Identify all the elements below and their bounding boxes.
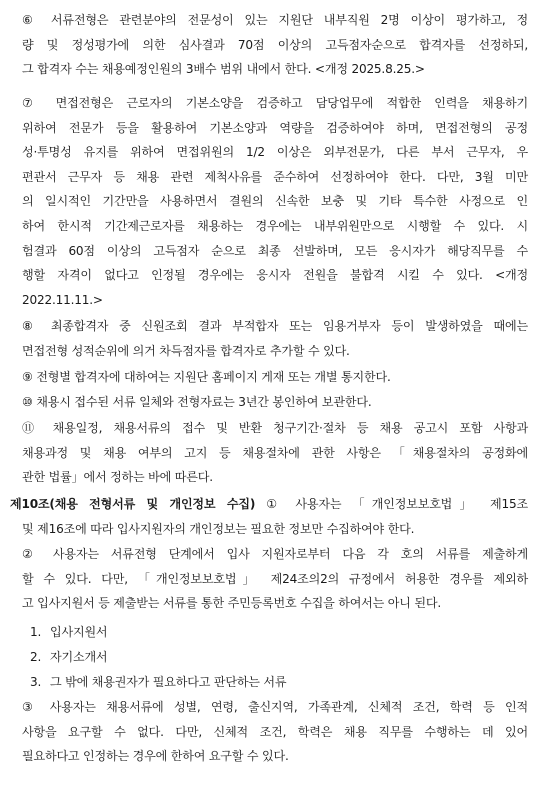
text-line: 할 수 있다. 다만, 「개인정보보호법」 제24조의2의 규정에서 허용한 경우를 제외하: [22, 571, 528, 586]
paragraph-11: [22, 416, 528, 490]
text-line: 사항을 요구할 수 없다. 다만, 신체적 조건, 학력은 채용 직무를 수행하는 데 있어: [22, 724, 528, 739]
paragraph-8: [22, 314, 528, 363]
paragraph-9: [22, 365, 528, 390]
text-line: 하여 한시적 기간제근로자를 채용하는 경우에는 내부위원만으로 시행할 수 있다. 시: [22, 218, 528, 233]
text-line: 험결과 60점 이상의 고득점자 순으로 최종 선발하며, 모든 응시자가 해당직무를 수: [22, 243, 528, 258]
text-line: ⑦ 면접전형은 근로자의 기본소양을 검증하고 담당업무에 적합한 인력을 채용하기: [22, 96, 528, 110]
text-line: 및 제16조에 따라 입사지원자의 개인정보는 필요한 정보만 수집하여야 한다.: [22, 522, 415, 536]
text-line: ③ 사용자는 채용서류에 성별, 연령, 출신지역, 가족관계, 신체적 조건, 학력 등 인적: [22, 700, 528, 714]
paragraph-6: [22, 8, 528, 82]
article-10: [10, 492, 528, 517]
text-line: 채용과정 및 채용 여부의 고지 등 채용절차에 관한 사항은 「채용절차의 공정화에: [22, 445, 528, 460]
text-line: 위하여 전문가 등을 활용하여 기본소양과 역량을 검증하여야 하며, 면접전형의 공정: [22, 120, 528, 135]
text-line: 관한 법률」에서 정하는 바에 따른다.: [22, 470, 213, 485]
text-line: 그 합격자 수는 채용예정인원의 3배수 범위 내에서 한다. <개정 2025.8.25.>: [22, 62, 425, 77]
list-item-number: 3.: [30, 675, 42, 689]
list-item-text: 입사지원서: [50, 625, 108, 639]
paragraph-10: [22, 390, 528, 415]
list-item-number: 2.: [30, 650, 42, 664]
text-line: 면접전형 성적순위에 의거 차득점자를 합격자로 추가할 수 있다.: [22, 343, 350, 358]
article-10-lead-text: ① 사용자는 「개인정보보호법」 제15조: [255, 497, 528, 511]
text-line: 성·투명성 유지를 위하여 면접위원의 1/2 이상은 외부전문가, 다른 부서 근무자, 우: [22, 145, 528, 160]
list-item: [30, 645, 107, 670]
text-line: 고 입사지원서 등 제출받는 서류를 통한 주민등록번호 수집을 하여서는 아니 된다.: [22, 596, 442, 611]
article-10-title: 제10조(채용 전형서류 및 개인정보 수집): [10, 497, 256, 511]
text-line: ⑧ 최종합격자 중 신원조회 결과 부적합자 또는 임용거부자 등이 발생하였을 때에는: [22, 319, 528, 333]
list-item-number: 1.: [30, 625, 42, 639]
text-line: 량 및 정성평가에 의한 심사결과 70점 이상의 고득점자순으로 합격자를 선정하되,: [22, 37, 528, 52]
text-line: ⑨ 전형별 합격자에 대하여는 지원단 홈페이지 게재 또는 개별 통지한다.: [22, 370, 391, 384]
text-line: ⑩ 채용시 접수된 서류 일체와 전형자료는 3년간 봉인하여 보관한다.: [22, 395, 372, 409]
list-item-text: 그 밖에 채용권자가 필요하다고 판단하는 서류: [50, 675, 287, 689]
article-10-continued: [22, 517, 528, 542]
list-item-text: 자기소개서: [50, 650, 108, 664]
text-line: 2022.11.11.>: [22, 292, 103, 307]
text-line: ② 사용자는 서류전형 단계에서 입사 지원자로부터 다음 각 호의 서류를 제출하게: [22, 547, 528, 561]
article-10-paragraph-2: [22, 542, 528, 616]
article-10-paragraph-3: [22, 695, 528, 769]
text-line: ⑪ 채용일정, 채용서류의 접수 및 반환 청구기간·절차 등 채용 공고시 포함 사항과: [22, 421, 528, 435]
text-line: 편관서 근무자 등 채용 관련 제척사유를 준수하여 선정하여야 한다. 다만, 3월 미만: [22, 169, 528, 184]
list-item: [30, 620, 107, 645]
list-item: [30, 670, 286, 695]
text-line: 필요하다고 인정하는 경우에 한하여 요구할 수 있다.: [22, 749, 289, 764]
paragraph-7: [22, 91, 528, 312]
text-line: ⑥ 서류전형은 관련분야의 전문성이 있는 지원단 내부직원 2명 이상이 평가하고, 정: [22, 13, 528, 27]
article-10-first-line: [10, 492, 528, 517]
text-line: 행할 자격이 없다고 인정될 경우에는 응시자 전원을 불합격 시킬 수 있다. <개정: [22, 268, 528, 283]
text-line: 의 일시적인 기간만을 사용하면서 결원의 신속한 보충 및 기타 특수한 사정으로 인: [22, 194, 528, 209]
